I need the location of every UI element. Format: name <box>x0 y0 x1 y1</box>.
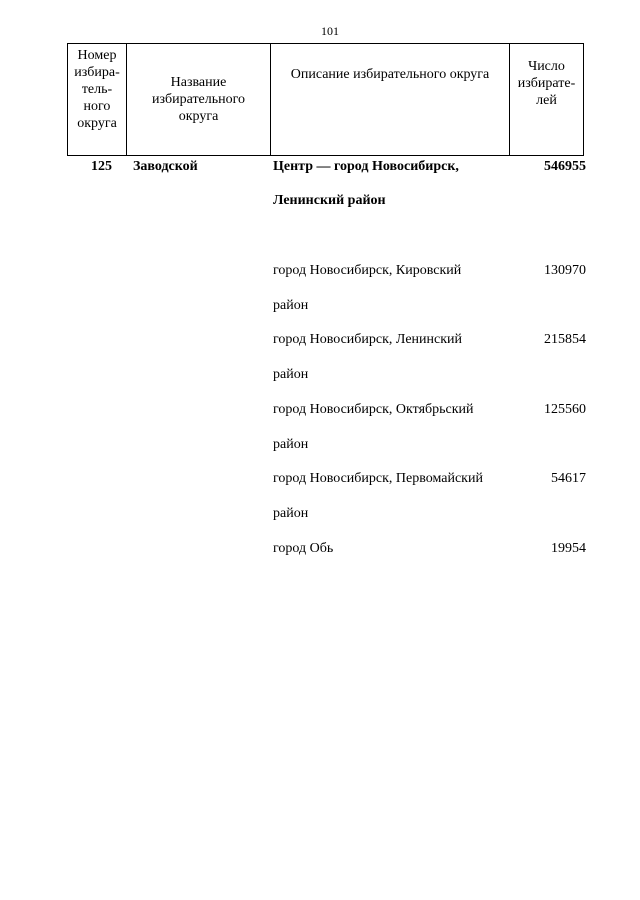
district-name: Заводской <box>133 159 198 174</box>
district-voters-total: 546955 <box>544 159 586 174</box>
header-number-line: округа <box>77 116 117 131</box>
header-voters-line: Число <box>528 59 565 74</box>
header-voters-line: лей <box>536 93 557 108</box>
header-name-line: округа <box>178 109 219 124</box>
part-voters: 54617 <box>551 471 586 486</box>
header-voters-line: избирате- <box>517 76 576 91</box>
part-name-line1: город Новосибирск, Ленинский <box>273 332 463 347</box>
header-name-line: избирательного <box>151 92 246 107</box>
part-voters: 19954 <box>551 541 586 556</box>
part-name-line2: район <box>273 506 309 521</box>
part-name-line2: район <box>273 437 309 452</box>
header-number-line: Номер <box>77 48 117 63</box>
header-description-text: Описание избирательного округа <box>290 67 490 82</box>
header-district-name <box>127 44 271 156</box>
header-name-line: Название <box>170 75 227 90</box>
district-number: 125 <box>91 159 112 174</box>
header-number-line: тель- <box>81 82 113 97</box>
header-voters-count <box>510 44 584 156</box>
header-district-description <box>271 44 510 156</box>
part-name-line2: район <box>273 298 309 313</box>
header-district-number <box>68 44 127 156</box>
part-voters: 125560 <box>544 402 586 417</box>
header-number-line: избира- <box>74 65 120 80</box>
part-name-line2: район <box>273 367 309 382</box>
part-name-line1: город Обь <box>273 541 334 556</box>
part-name-line1: город Новосибирск, Октябрьский <box>273 402 474 417</box>
district-description-line2: Ленинский район <box>273 193 386 208</box>
part-voters: 215854 <box>544 332 586 347</box>
header-row <box>68 44 584 156</box>
part-voters: 130970 <box>544 263 586 278</box>
page-number: 101 <box>321 24 339 38</box>
header-number-line: ного <box>83 99 111 114</box>
part-name-line1: город Новосибирск, Кировский <box>273 263 462 278</box>
header-table <box>67 43 584 156</box>
district-description-line1: Центр — город Новосибирск, <box>273 159 459 174</box>
part-name-line1: город Новосибирск, Первомайский <box>273 471 483 486</box>
